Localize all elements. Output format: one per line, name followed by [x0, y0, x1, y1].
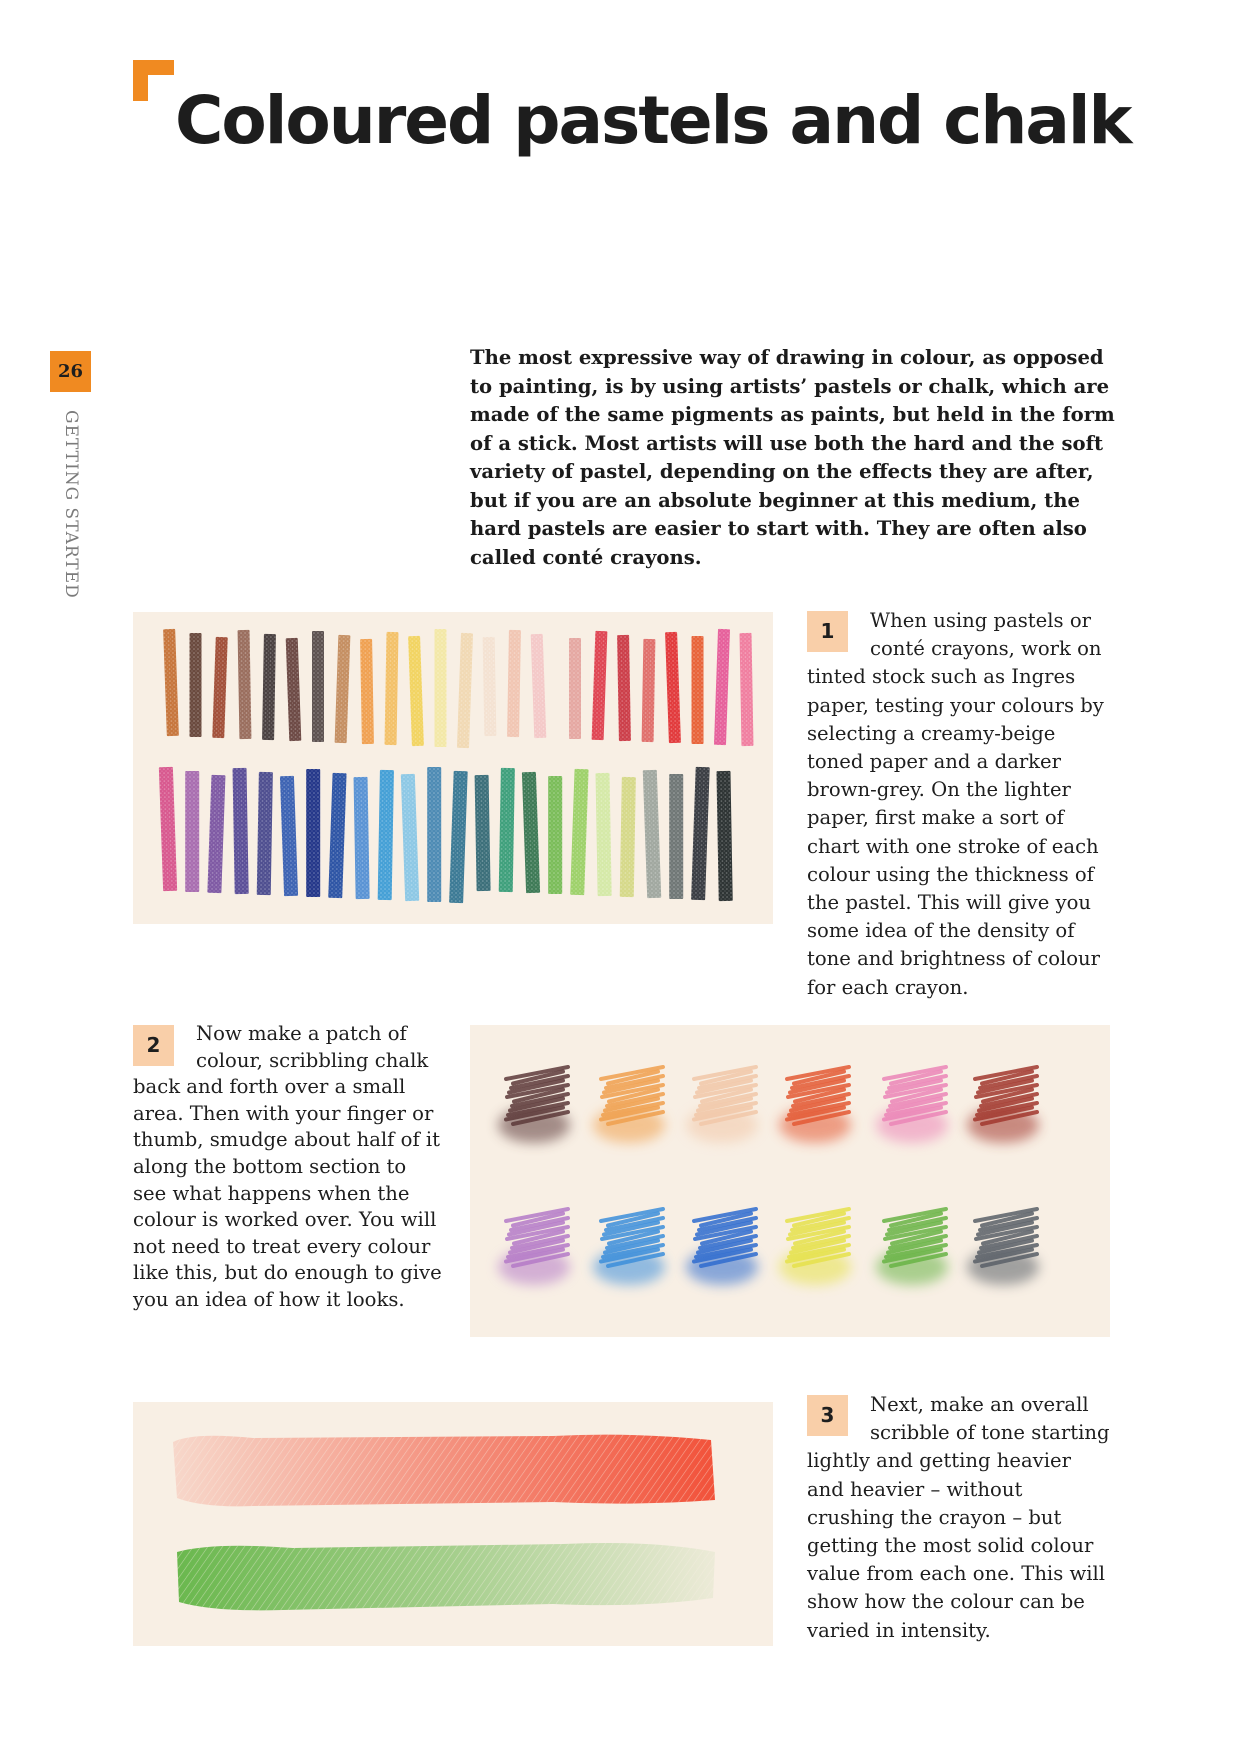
- chart-stroke: [257, 772, 273, 895]
- chart-stroke: [354, 777, 370, 899]
- chart-stroke: [385, 632, 399, 745]
- chart-stroke: [360, 639, 374, 744]
- step-2-number: 2: [133, 1025, 174, 1066]
- chart-stroke: [642, 639, 656, 742]
- chart-stroke: [262, 634, 276, 740]
- chart-stroke: [233, 768, 249, 894]
- step-3-text: Next, make an overall scribble of tone starting lightly and getting heavier and heavier – without crushing the crayon – but getting the most solid colour value from each one. This will show how the colour can be varied in intensity.: [807, 1393, 1110, 1642]
- chart-stroke: [569, 638, 581, 739]
- step-2: [133, 1021, 445, 1314]
- chart-stroke: [716, 771, 732, 901]
- chart-stroke: [692, 636, 704, 744]
- chart-stroke: [475, 775, 491, 891]
- green-tone-scribble: [177, 1543, 715, 1610]
- chart-stroke: [507, 630, 521, 737]
- corner-mark: [133, 60, 174, 101]
- chart-stroke: [238, 630, 252, 739]
- chart-stroke: [548, 776, 562, 894]
- step-2-text: Now make a patch of colour, scribbling chalk back and forth over a small area. Then with your finger or thumb, smudge about half of it along the bottom section to see what happens when the colour is worked over. You will not need to treat every colour like this, but do enough to give you an idea of how it looks.: [133, 1022, 442, 1311]
- red-tone-scribble: [173, 1435, 715, 1507]
- chart-stroke: [427, 767, 441, 902]
- step-1-number: 1: [807, 611, 848, 652]
- colour-patches-illustration: [470, 1025, 1110, 1337]
- chart-stroke: [499, 768, 515, 892]
- chart-stroke: [620, 777, 636, 897]
- chart-stroke: [185, 771, 199, 892]
- colour-chart-illustration: [133, 612, 773, 924]
- chart-stroke: [669, 774, 683, 899]
- tone-scribbles-illustration: [133, 1402, 773, 1646]
- step-1-text: When using pastels or conté crayons, work on tinted stock such as Ingres paper, testing your colours by selecting a creamy-beige toned paper and a darker brown-grey. On the lighter paper, first make a sort of chart with one stroke of each colour using the thickness of the pastel. This will give you some idea of the density of tone and brightness of colour for each crayon.: [807, 609, 1104, 999]
- step-3: [807, 1391, 1112, 1645]
- chart-stroke: [378, 770, 394, 900]
- step-3-number: 3: [807, 1395, 848, 1436]
- chart-stroke: [596, 773, 612, 896]
- intro-paragraph: The most expressive way of drawing in colour, as opposed to painting, is by using artists’ pastels or chalk, which are made of the same pigments as paints, but held in the form of a stick. Most artists will use both the hard and the soft variety of pastel, depending on the effects they are after, but if you are an absolute beginner at this medium, the hard pastels are easier to start with. They are often also called conté crayons.: [470, 346, 1115, 569]
- chart-stroke: [190, 633, 202, 737]
- chart-stroke: [617, 635, 631, 741]
- page-number: 26: [50, 351, 91, 392]
- chart-stroke: [435, 629, 447, 747]
- chart-stroke: [740, 633, 754, 746]
- step-1: [807, 607, 1112, 1002]
- chart-stroke: [483, 637, 497, 736]
- chart-stroke: [306, 769, 320, 897]
- page-title: Coloured pastels and chalk: [175, 82, 1131, 159]
- section-label: GETTING STARTED: [61, 410, 81, 599]
- chart-stroke: [312, 631, 324, 742]
